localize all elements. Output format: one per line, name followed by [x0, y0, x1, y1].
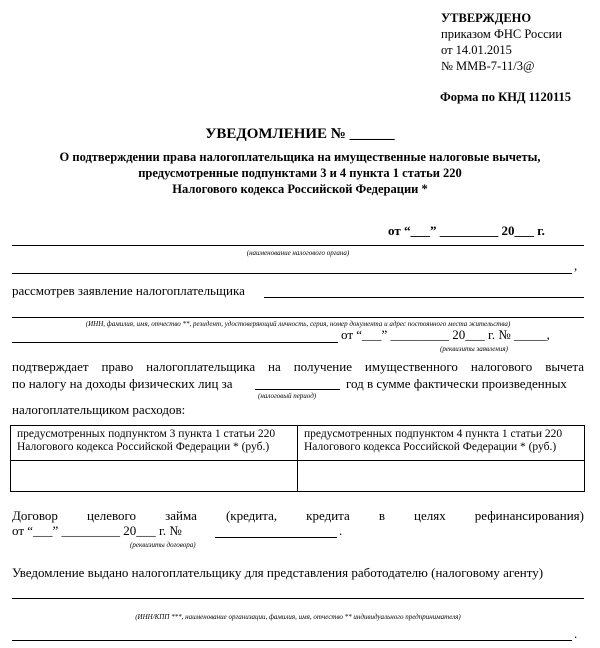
employer-field-line-2[interactable]	[12, 640, 572, 641]
application-date-field[interactable]: от “___” _________ 20___ г. № _____,	[341, 327, 550, 342]
approval-number: № ММВ-7-11/3@	[441, 59, 535, 73]
taxpayer-field[interactable]	[264, 297, 584, 298]
approval-order: приказом ФНС России	[441, 27, 563, 41]
subtitle-line-1: О подтверждении права налогоплательщика на имущественные налоговые вычеты,	[59, 150, 541, 164]
document-title: УВЕДОМЛЕНИЕ № ______	[205, 126, 395, 142]
tax-authority-caption: (наименование налогового органа)	[246, 249, 350, 257]
taxpayer-caption: (ИНН, фамилия, имя, отчество **, резидент, удостоверяющий личность, серия, номер документа и адрес постоянного места жительства)	[85, 320, 511, 328]
confirms-line-3: налогоплательщиком расходов:	[12, 402, 186, 417]
table-header-cell: предусмотренных подпунктом 4 пункта 1 статьи 220 Налогового кодекса Российской Федерации * (руб.)	[298, 426, 585, 461]
application-caption: (реквизиты заявления)	[440, 345, 508, 353]
subtitle-line-3: Налогового кодекса Российской Федерации *	[172, 182, 428, 196]
employer-field[interactable]	[12, 598, 584, 599]
confirms-line-2-end: год в сумме фактически произведенных	[346, 376, 567, 391]
loan-line-1: Договор целевого займа (кредита, кредита в целях рефинансирования)	[12, 508, 584, 523]
table-header-cell: предусмотренных подпунктом 3 пункта 1 статьи 220 Налогового кодекса Российской Федерации * (руб.)	[11, 426, 298, 461]
loan-end-period: .	[339, 523, 343, 538]
deductions-table	[10, 425, 585, 492]
loan-date-field[interactable]: от “___” _________ 20___ г. №	[12, 523, 182, 538]
taxpayer-field-line-2[interactable]	[12, 317, 584, 318]
notice-date-field[interactable]: от “___” _________ 20___ г.	[388, 223, 545, 238]
loan-caption: (реквизиты договора)	[130, 541, 196, 549]
deduction-amount-sub4[interactable]	[298, 461, 585, 492]
taxpayer-field-line-3[interactable]	[12, 342, 338, 343]
form-code: Форма по КНД 1120115	[440, 90, 572, 104]
approval-block	[441, 10, 562, 74]
confirms-line-1: подтверждает право налогоплательщика на получение имущественного налогового вычета	[12, 359, 584, 374]
loan-number-field[interactable]	[215, 537, 337, 538]
document-subtitle	[0, 149, 600, 197]
subtitle-line-2: предусмотренные подпунктами 3 и 4 пункта 1 статьи 220	[138, 166, 462, 180]
table-header-row	[11, 426, 585, 461]
tax-period-field[interactable]	[255, 389, 340, 390]
reviewed-label: рассмотрев заявление налогоплательщика	[12, 283, 245, 298]
employer-caption: (ИНН/КПП ***, наименование организации, фамилия, имя, отчество ** индивидуального предпринимателя)	[135, 613, 461, 621]
issued-line: Уведомление выдано налогоплательщику для представления работодателю (налоговому агенту)	[12, 565, 544, 580]
final-period: .	[574, 626, 578, 641]
approval-date: от 14.01.2015	[441, 43, 512, 57]
deduction-amount-sub3[interactable]	[11, 461, 298, 492]
tax-period-caption: (налоговый период)	[258, 392, 317, 400]
tax-authority-field-line-2[interactable]	[12, 273, 572, 274]
tax-authority-field[interactable]	[12, 245, 584, 246]
confirms-line-2-start: по налогу на доходы физических лиц за	[12, 376, 233, 391]
comma: ,	[574, 258, 578, 273]
approval-title: УТВЕРЖДЕНО	[441, 11, 532, 25]
table-row	[11, 461, 585, 492]
